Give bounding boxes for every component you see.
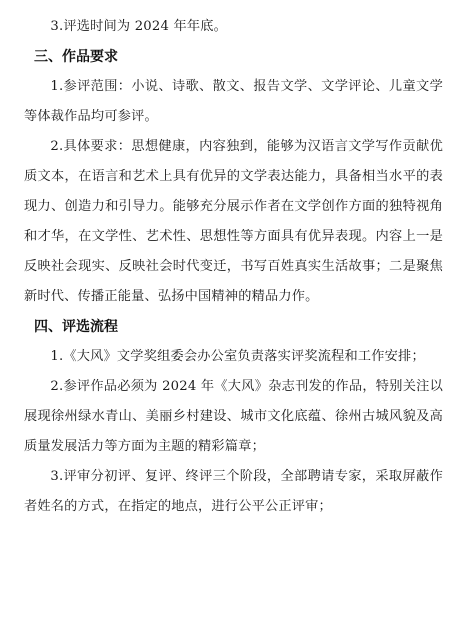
paragraph-submission-scope: 1.参评范围：小说、诗歌、散文、报告文学、文学评论、儿童文学等体裁作品均可参评。 [24,79,443,124]
paragraph-specific-requirements: 2.具体要求：思想健康，内容独到，能够为汉语言文学写作贡献优质文本，在语言和艺术上具有优异的文学表达能力，具备相当水平的表现力、创造力和引导力。能够充分展示作者在文学创作方面的独特视角和才华，在文学性、艺术性、思想性等方面具有优异表现。内容上一是反映社会现实、反映社会时代变迁，书写百姓真实生活故事；二是聚焦新时代、传播正能量、弘扬中国精神的精品力作。 [24,139,443,304]
paragraph-committee-office: 1.《大风》文学奖组委会办公室负责落实评奖流程和工作安排； [50,349,425,364]
paragraph-eligible-works: 2.参评作品必须为 2024 年《大风》杂志刊发的作品，特别关注以展现徐州绿水青山、美丽乡村建设、城市文化底蕴、徐州古城风貌及高质量发展活力等方面为主题的精彩篇章； [24,379,443,454]
section-heading-selection-process: 四、评选流程 [34,319,118,335]
paragraph-selection-time: 3.评选时间为 2024 年年底。 [50,19,228,34]
paragraph-review-stages: 3.评审分初评、复评、终评三个阶段，全部聘请专家，采取屏蔽作者姓名的方式，在指定的地点，进行公平公正评审； [24,469,443,514]
section-heading-work-requirements: 三、作品要求 [34,49,118,65]
